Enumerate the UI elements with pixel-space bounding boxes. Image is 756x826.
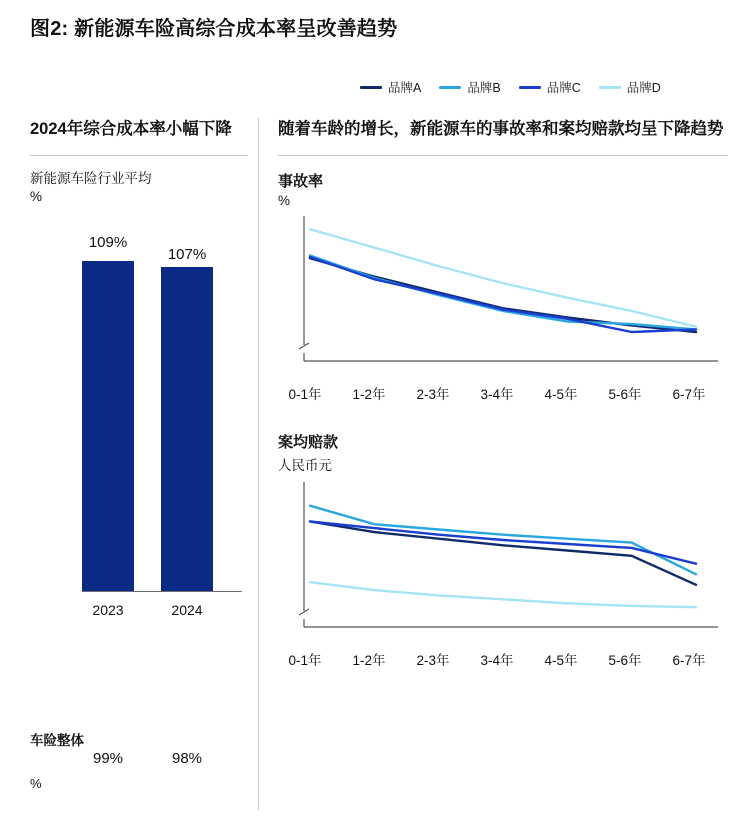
legend-item — [599, 78, 661, 96]
footer-value: 98% — [171, 750, 203, 767]
legend-swatch-icon — [360, 86, 382, 89]
footer-label: 车险整体 — [30, 733, 84, 748]
bar-category-label: 2024 — [171, 601, 203, 618]
claim-x-axis — [278, 649, 728, 671]
x-tick-label: 5-6年 — [608, 387, 642, 403]
x-tick-label: 5-6年 — [608, 653, 642, 669]
left-panel-heading: 2024年综合成本率小幅下降 — [30, 120, 232, 138]
legend-swatch-icon — [439, 86, 461, 89]
right-panel — [278, 118, 728, 810]
bar-2024 — [161, 267, 213, 591]
x-tick-label: 1-2年 — [352, 653, 386, 669]
average-claim-chart — [278, 431, 728, 671]
page-title: 图2: 新能源车险高综合成本率呈改善趋势 — [30, 18, 398, 40]
bar-chart — [30, 216, 248, 636]
chart-title: 事故率 — [278, 173, 324, 191]
accident-rate-chart — [278, 170, 728, 405]
bar-value-label: 107% — [167, 245, 207, 263]
footer-value: 99% — [92, 750, 124, 767]
chart-unit: % — [278, 193, 291, 209]
bar-2023 — [82, 261, 134, 591]
x-tick-label: 2-3年 — [416, 653, 450, 669]
bar-unit-label: % — [30, 188, 43, 204]
legend-item — [360, 78, 421, 96]
legend-item — [439, 78, 500, 96]
x-tick-label: 3-4年 — [480, 653, 514, 669]
accident-x-axis — [278, 383, 728, 405]
divider — [30, 155, 248, 156]
legend-item — [519, 78, 581, 96]
x-tick-label: 1-2年 — [352, 387, 386, 403]
accident-rate-plot — [278, 208, 728, 383]
footer-unit: % — [30, 776, 42, 791]
column-divider — [258, 118, 259, 810]
legend-label: 品牌B — [467, 81, 501, 95]
chart-unit: 人民币元 — [278, 458, 332, 474]
chart-title: 案均赔款 — [278, 434, 339, 452]
x-tick-label: 6-7年 — [672, 387, 706, 403]
x-tick-label: 4-5年 — [544, 653, 578, 669]
right-panel-heading: 随着车龄的增长，新能源车的事故率和案均赔款均呈下降趋势 — [278, 120, 724, 138]
legend-label: 品牌D — [626, 81, 661, 95]
x-tick-label: 3-4年 — [480, 387, 514, 403]
bar-series-label: 新能源车险行业平均 — [30, 171, 152, 187]
legend-label: 品牌A — [388, 81, 422, 95]
x-tick-label: 2-3年 — [416, 387, 450, 403]
footer-stats — [30, 732, 248, 802]
x-tick-label: 6-7年 — [672, 653, 706, 669]
legend-swatch-icon — [599, 86, 621, 89]
left-panel — [30, 118, 248, 810]
x-tick-label: 0-1年 — [288, 653, 322, 669]
bar-value-label: 109% — [88, 233, 128, 251]
legend-label: 品牌C — [546, 81, 581, 95]
x-tick-label: 0-1年 — [288, 387, 322, 403]
chart-legend — [360, 78, 661, 96]
divider — [278, 155, 728, 156]
bar-axis-line — [82, 591, 242, 592]
average-claim-plot — [278, 474, 728, 649]
legend-swatch-icon — [519, 86, 541, 89]
bar-category-label: 2023 — [92, 601, 124, 618]
x-tick-label: 4-5年 — [544, 387, 578, 403]
